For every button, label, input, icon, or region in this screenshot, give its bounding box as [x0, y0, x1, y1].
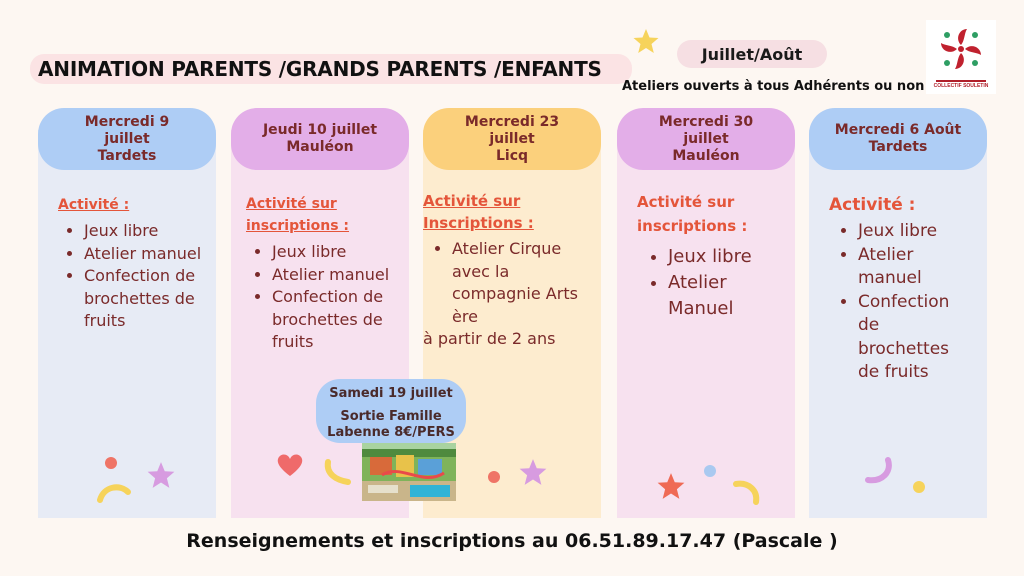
- dot-icon: [104, 456, 118, 470]
- dot-icon: [487, 470, 501, 484]
- dot-icon: [912, 480, 926, 494]
- logo-text: COLLECTIF SOULETIN: [933, 83, 989, 89]
- period-badge: Juillet/Août: [677, 40, 827, 68]
- day-content-3: [423, 190, 599, 350]
- day-content-4: [637, 190, 787, 322]
- waterpark-photo: [362, 443, 456, 501]
- dot-icon: [703, 464, 717, 478]
- star-icon: [632, 28, 660, 54]
- day-content-1: [58, 194, 208, 333]
- activity-label: Activité :: [829, 195, 916, 215]
- logo-underline: [936, 80, 986, 82]
- list-item: • Atelier manuel: [858, 244, 938, 291]
- collectif-logo-icon: [935, 22, 987, 78]
- day-header-5: Mercredi 6 Août Tardets: [809, 108, 987, 170]
- outing-date: Samedi 19 juillet: [329, 386, 453, 401]
- day-header-2: Jeudi 10 juillet Mauléon: [231, 108, 409, 170]
- activity-label: Activité sur Inscriptions :: [423, 192, 534, 232]
- list-item: • Confection de brochettes de fruits: [84, 265, 208, 333]
- age-note: à partir de 2 ans: [423, 329, 556, 348]
- activity-list: [637, 244, 787, 322]
- list-item: • Jeux libre: [272, 241, 406, 264]
- open-workshops-text: Ateliers ouverts à tous Adhérents ou non: [622, 79, 925, 94]
- heart-icon: [276, 452, 304, 478]
- list-item: • Jeux libre: [84, 220, 208, 243]
- list-item: • Atelier manuel: [84, 243, 208, 266]
- star-icon: [656, 472, 686, 500]
- day-content-2: [246, 193, 406, 354]
- squiggle-icon: [730, 478, 764, 508]
- family-outing-badge: [316, 379, 466, 443]
- list-item: • Jeux libre: [668, 244, 787, 270]
- list-item: • Atelier Manuel: [668, 270, 738, 322]
- star-icon: [518, 458, 548, 486]
- list-item: • Jeux libre: [858, 220, 979, 244]
- list-item: • Confection de brochettes de fruits: [858, 291, 958, 385]
- column-background-4: [617, 130, 795, 518]
- activity-label: Activité sur inscriptions :: [637, 193, 748, 235]
- activity-list: [58, 220, 208, 333]
- activity-list: [246, 241, 406, 354]
- day-header-1: Mercredi 9 juillet Tardets: [38, 108, 216, 170]
- day-content-5: [829, 194, 979, 385]
- list-item: • Atelier Cirque avec la compagnie Arts ère: [452, 238, 592, 328]
- squiggle-icon: [862, 456, 896, 486]
- day-header-3: Mercredi 23 juillet Licq: [423, 108, 601, 170]
- star-icon: [146, 461, 176, 489]
- activity-label: Activité :: [58, 197, 130, 213]
- outing-title: Sortie Famille: [340, 409, 442, 424]
- list-item: • Confection de brochettes de fruits: [272, 286, 406, 354]
- activity-label: Activité sur inscriptions :: [246, 196, 350, 234]
- logo: [926, 20, 996, 94]
- squiggle-icon: [96, 480, 132, 504]
- squiggle-icon: [322, 458, 352, 488]
- activity-list: [829, 220, 979, 385]
- list-item: • Atelier manuel: [272, 264, 406, 287]
- activity-list: [423, 238, 599, 328]
- day-header-4: Mercredi 30 juillet Mauléon: [617, 108, 795, 170]
- outing-place: Labenne 8€/PERS: [327, 425, 455, 440]
- page-title: ANIMATION PARENTS /GRANDS PARENTS /ENFANTS: [38, 57, 602, 81]
- footer-contact: Renseignements et inscriptions au 06.51.89.17.47 (Pascale ): [186, 530, 838, 552]
